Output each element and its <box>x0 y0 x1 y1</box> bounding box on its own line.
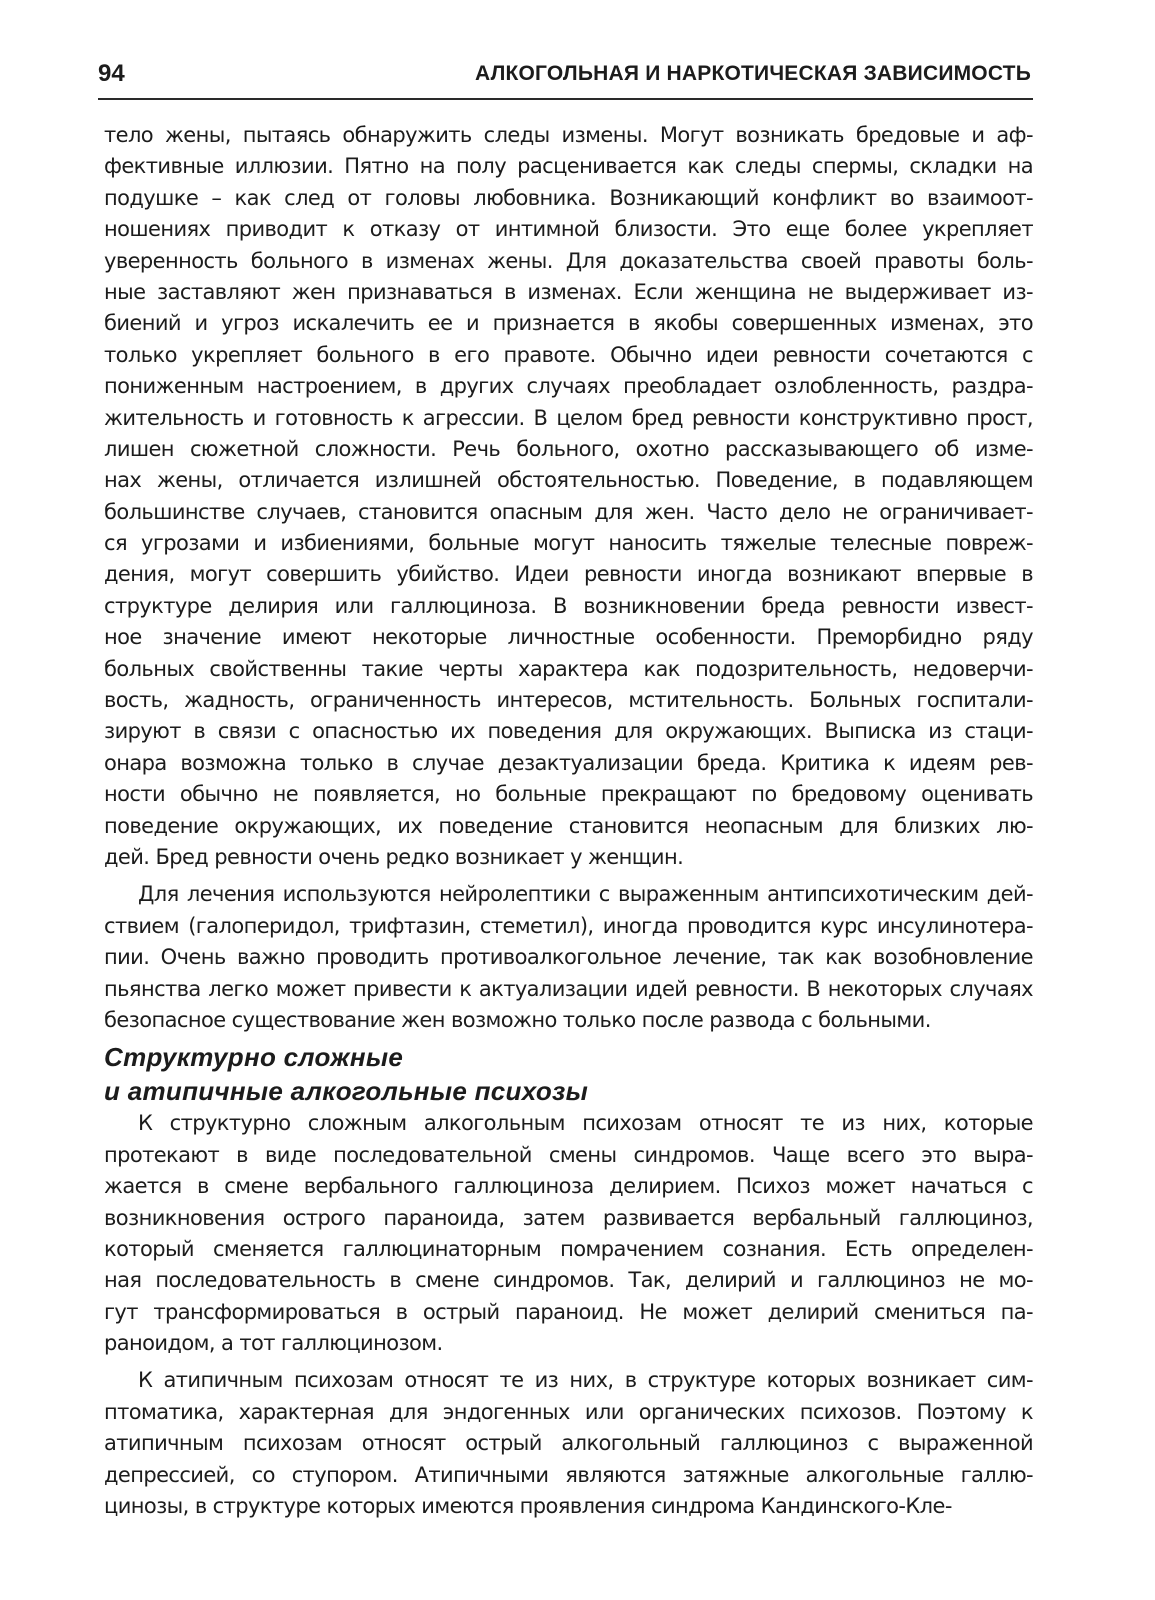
section-heading-line: и атипичные алкогольные психозы <box>104 1076 589 1107</box>
text-line: уверенность больного в изменах жены. Для доказательства своей правоты боль- <box>104 248 1033 273</box>
text-line: ное значение имеют некоторые личностные особенности. Преморбидно ряду <box>104 625 1033 650</box>
text-line: жается в смене вербального галлюциноза делирием. Психоз может начаться с <box>104 1174 1033 1199</box>
text-line: ствием (галоперидол, трифтазин, стеметил), иногда проводится курс инсулинотера- <box>104 913 1033 938</box>
page-number: 94 <box>98 60 125 87</box>
text-line: пии. Очень важно проводить противоалкогольное лечение, так как возобновление <box>104 945 1033 970</box>
running-title: АЛКОГОЛЬНАЯ И НАРКОТИЧЕСКАЯ ЗАВИСИМОСТЬ <box>474 62 1031 85</box>
text-line: птоматика, характерная для эндогенных или органических психозов. Поэтому к <box>104 1399 1033 1424</box>
text-line: ные заставляют жен признаваться в изменах. Если женщина не выдерживает из- <box>104 279 1033 304</box>
text-line: подушке – как след от головы любовника. Возникающий конфликт во взаимоот- <box>104 185 1033 210</box>
text-line: атипичным психозам относят острый алкогольный галлюциноз с выраженной <box>104 1431 1033 1456</box>
text-line: фективные иллюзии. Пятно на полу расценивается как следы спермы, складки на <box>104 154 1033 179</box>
text-line: дей. Бред ревности очень редко возникает у женщин. <box>104 844 684 869</box>
text-line: нах жены, отличается излишней обстоятельностью. Поведение, в подавляющем <box>104 468 1033 493</box>
text-line: возникновения острого параноида, затем развивается вербальный галлюциноз, <box>104 1205 1033 1230</box>
text-line: гут трансформироваться в острый параноид. Не может делирий смениться па- <box>104 1299 1033 1324</box>
text-line: зируют в связи с опасностью их поведения для окружающих. Выписка из стаци- <box>104 719 1033 744</box>
text-line: К структурно сложным алкогольным психозам относят те из них, которые <box>138 1111 1033 1136</box>
text-line: безопасное существование жен возможно только после развода с больными. <box>104 1007 931 1032</box>
section-heading <box>104 1040 1033 1108</box>
text-line: К атипичным психозам относят те из них, в структуре которых возникает сим- <box>138 1368 1033 1393</box>
text-line: протекают в виде последовательной смены синдромов. Чаще всего это выра- <box>104 1142 1033 1167</box>
paragraph <box>104 1108 1033 1359</box>
section-heading-line: Структурно сложные <box>104 1042 404 1073</box>
body-text <box>104 120 1033 1522</box>
text-line: большинстве случаев, становится опасным для жен. Часто дело не ограничивает- <box>104 499 1033 524</box>
text-line: дения, могут совершить убийство. Идеи ревности иногда возникают впервые в <box>104 562 1033 587</box>
text-line: онара возможна только в случае дезактуализации бреда. Критика к идеям рев- <box>104 750 1033 775</box>
running-header <box>98 56 1033 100</box>
text-line: вость, жадность, ограниченность интересов, мстительность. Больных госпитали- <box>104 688 1033 713</box>
text-line: лишен сюжетной сложности. Речь больного, охотно рассказывающего об изме- <box>104 436 1033 461</box>
text-line: структуре делирия или галлюциноза. В возникновении бреда ревности извест- <box>104 593 1033 618</box>
paragraph <box>104 879 1033 1036</box>
paragraph <box>104 120 1033 873</box>
text-line: биений и угроз искалечить ее и признается в якобы совершенных изменах, это <box>104 311 1033 336</box>
text-line: тело жены, пытаясь обнаружить следы измены. Могут возникать бредовые и аф- <box>104 123 1033 147</box>
text-line: ная последовательность в смене синдромов. Так, делирий и галлюциноз не мо- <box>104 1268 1033 1293</box>
text-line: цинозы, в структуре которых имеются проявления синдрома Кандинского-Кле- <box>104 1494 952 1519</box>
text-line: ношениях приводит к отказу от интимной близости. Это еще более укрепляет <box>104 217 1033 242</box>
text-line: депрессией, со ступором. Атипичными являются затяжные алкогольные галлю- <box>104 1462 1033 1487</box>
text-line: жительность и готовность к агрессии. В целом бред ревности конструктивно прост, <box>104 405 1033 430</box>
text-line: ности обычно не появляется, но больные прекращают по бредовому оценивать <box>104 782 1033 807</box>
text-line: пьянства легко может привести к актуализации идей ревности. В некоторых случаях <box>104 976 1033 1001</box>
text-line: раноидом, а тот галлюцинозом. <box>104 1331 443 1356</box>
text-line: поведение окружающих, их поведение становится неопасным для близких лю- <box>104 813 1033 838</box>
text-line: Для лечения используются нейролептики с выраженным антипсихотическим дей- <box>138 882 1033 907</box>
text-line: только укрепляет больного в его правоте. Обычно идеи ревности сочетаются с <box>104 342 1033 367</box>
text-line: который сменяется галлюцинаторным помрачением сознания. Есть определен- <box>104 1236 1033 1261</box>
text-line: пониженным настроением, в других случаях преобладает озлобленность, раздра- <box>104 374 1033 399</box>
paragraph <box>104 1365 1033 1522</box>
text-line: ся угрозами и избиениями, больные могут наносить тяжелые телесные повреж- <box>104 531 1033 556</box>
text-line: больных свойственны такие черты характера как подозрительность, недоверчи- <box>104 656 1033 681</box>
